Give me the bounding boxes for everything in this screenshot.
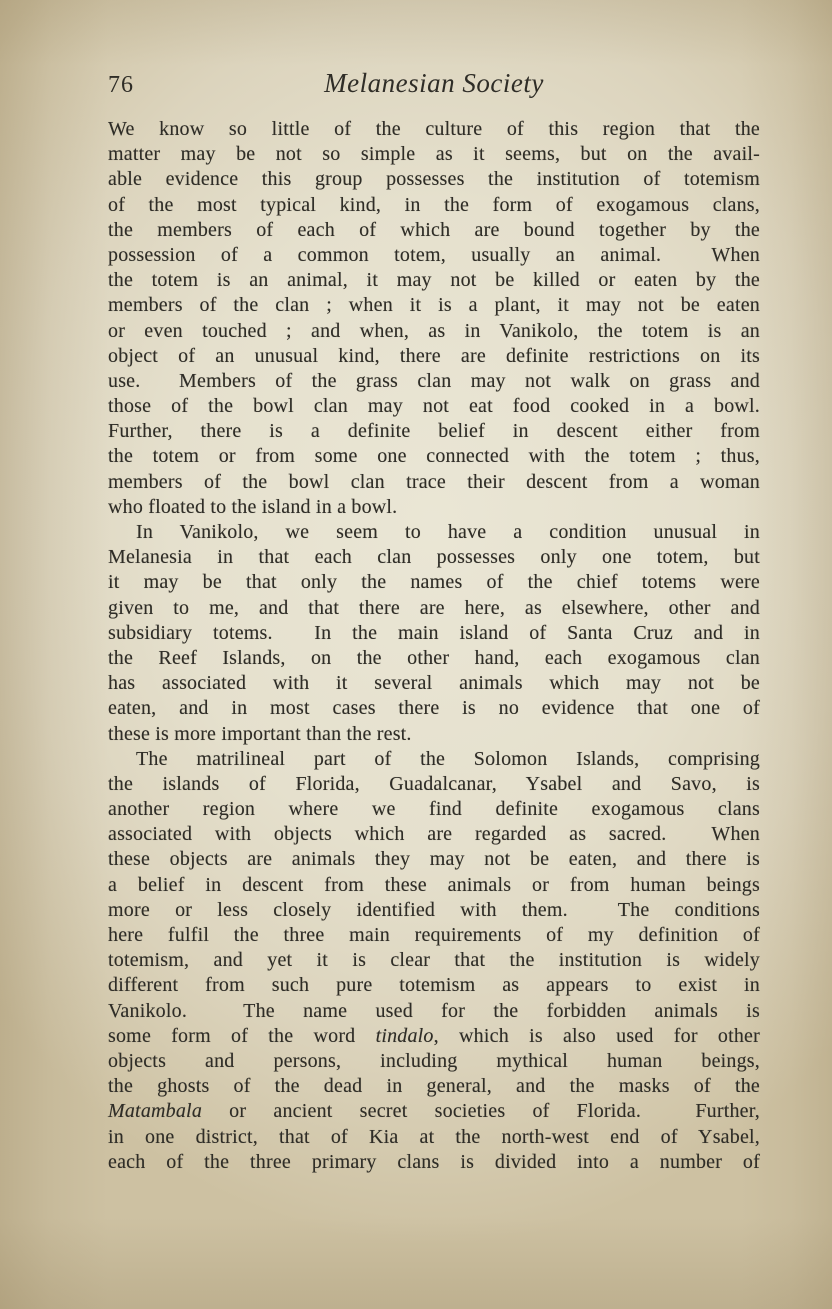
text-line: the totem or from some one connected with the totem ; thus,	[108, 445, 760, 468]
text-line: more or less closely identified with them. The conditions	[108, 898, 760, 921]
text-line: has associated with it several animals which may not be	[108, 672, 760, 695]
text-line: able evidence this group possesses the institution of totemism	[108, 168, 760, 191]
page-number: 76	[108, 72, 134, 98]
text-line: or even touched ; and when, as in Vanikolo, the totem is an	[108, 319, 760, 342]
text-line: eaten, and in most cases there is no evidence that one of	[108, 697, 760, 720]
text-line: of the most typical kind, in the form of exogamous clans,	[108, 193, 760, 216]
text-line: In Vanikolo, we seem to have a condition unusual in	[136, 521, 760, 543]
text-line: those of the bowl clan may not eat food cooked in a bowl.	[108, 395, 760, 418]
text-line: matter may be not so simple as it seems, but on the avail-	[108, 143, 760, 166]
text-line: these is more important than the rest.	[108, 722, 412, 745]
text-line: here fulfil the three main requirements of my definition of	[108, 924, 760, 946]
text-line: associated with objects which are regarded as sacred. When	[108, 823, 760, 846]
text-line: object of an unusual kind, there are definite restrictions on its	[108, 344, 760, 367]
text-line: We know so little of the culture of this region that the	[108, 118, 760, 140]
text-line: it may be that only the names of the chief totems were	[108, 571, 760, 594]
text-line: members of the bowl clan trace their descent from a woman	[108, 470, 760, 493]
text-line: a belief in descent from these animals or from human beings	[108, 873, 760, 896]
text-line: the members of each of which are bound together by the	[108, 218, 760, 241]
text-line: possession of a common totem, usually an animal. When	[108, 243, 760, 266]
text-line: use. Members of the grass clan may not walk on grass and	[108, 369, 760, 392]
text-line: the ghosts of the dead in general, and the masks of the	[108, 1075, 760, 1098]
running-title: Melanesian Society	[324, 68, 544, 98]
text-line: members of the clan ; when it is a plant, it may not be eaten	[108, 294, 760, 317]
page-header	[108, 68, 760, 104]
text-line: the totem is an animal, it may not be killed or eaten by the	[108, 269, 760, 292]
text-line: Vanikolo. The name used for the forbidden animals is	[108, 999, 760, 1022]
text-line: Matambala or ancient secret societies of Florida. Further,	[108, 1100, 760, 1123]
text-line: the islands of Florida, Guadalcanar, Ysabel and Savo, is	[108, 772, 760, 795]
text-line: The matrilineal part of the Solomon Islands, comprising	[136, 747, 760, 770]
text-line: some form of the word tindalo, which is also used for other	[108, 1024, 760, 1047]
paragraph	[108, 747, 760, 1175]
text-line: different from such pure totemism as appears to exist in	[108, 974, 760, 997]
text-line: these objects are animals they may not be eaten, and there is	[108, 848, 760, 871]
text-line: another region where we find definite exogamous clans	[108, 798, 760, 821]
text-line: objects and persons, including mythical human beings,	[108, 1049, 760, 1072]
text-line: the Reef Islands, on the other hand, each exogamous clan	[108, 646, 760, 669]
page-body	[108, 117, 760, 1175]
text-line: who floated to the island in a bowl.	[108, 495, 398, 518]
text-line: totemism, and yet it is clear that the institution is widely	[108, 949, 760, 972]
paragraph	[108, 117, 760, 520]
text-line: each of the three primary clans is divided into a number of	[108, 1150, 760, 1173]
text-line: subsidiary totems. In the main island of Santa Cruz and in	[108, 621, 760, 644]
text-line: given to me, and that there are here, as elsewhere, other and	[108, 596, 760, 619]
text-line: Melanesia in that each clan possesses only one totem, but	[108, 546, 760, 569]
text-line: in one district, that of Kia at the north-west end of Ysabel,	[108, 1125, 760, 1148]
paragraph	[108, 520, 760, 747]
text-line: Further, there is a definite belief in descent either from	[108, 420, 760, 443]
